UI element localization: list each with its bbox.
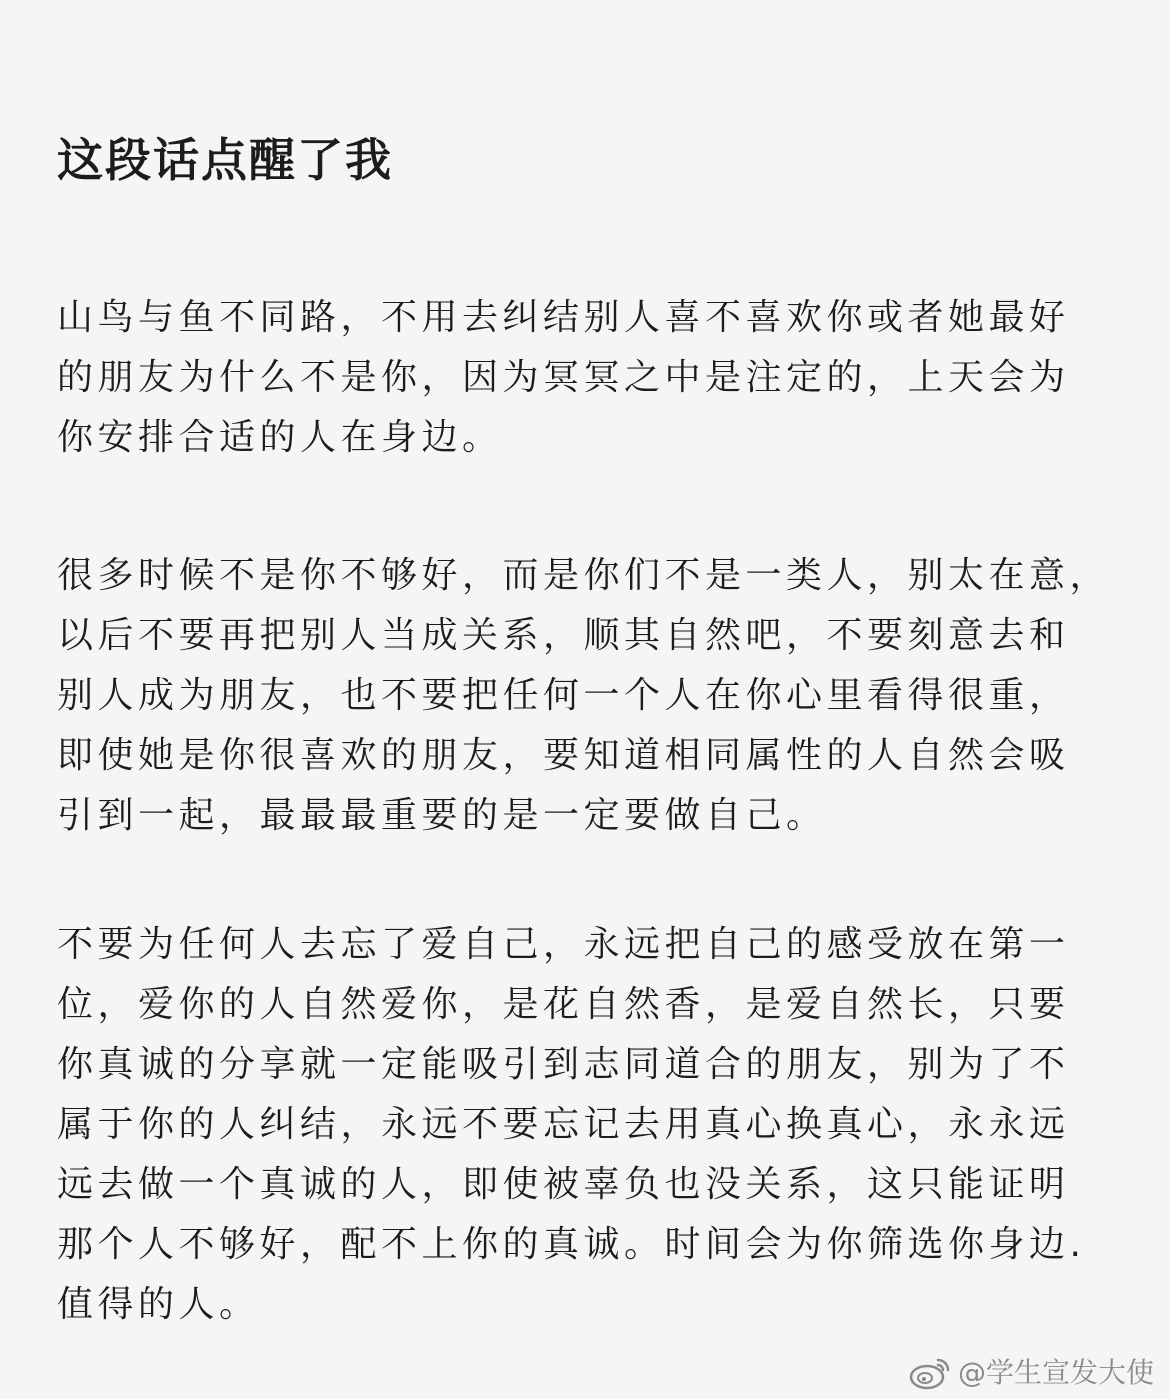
text-line: 你真诚的分享就一定能吸引到志同道合的朋友，别为了不 (57, 1044, 1070, 1085)
text-line: 引到一起，最最最重要的是一定要做自己。 (57, 795, 827, 836)
text-line: 的朋友为什么不是你，因为冥冥之中是注定的，上天会为 (57, 357, 1070, 398)
text-line: 那个人不够好，配不上你的真诚。时间会为你筛选你身边. (57, 1224, 1086, 1265)
weibo-icon (908, 1356, 952, 1390)
paragraph-1 (57, 288, 1070, 468)
text-line: 你安排合适的人在身边。 (57, 417, 503, 458)
watermark-text: @学生宣发大使 (957, 1356, 1154, 1389)
text-line: 山鸟与鱼不同路，不用去纠结别人喜不喜欢你或者她最好 (57, 297, 1070, 338)
text-line: 以后不要再把别人当成关系，顺其自然吧，不要刻意去和 (57, 615, 1070, 656)
paragraph-2 (57, 546, 1110, 846)
text-line: 别人成为朋友，也不要把任何一个人在你心里看得很重， (57, 675, 1070, 716)
text-line: 很多时候不是你不够好，而是你们不是一类人，别太在意， (57, 555, 1111, 596)
text-line: 即使她是你很喜欢的朋友，要知道相同属性的人自然会吸 (57, 735, 1070, 776)
text-line: 位，爱你的人自然爱你，是花自然香，是爱自然长，只要 (57, 984, 1070, 1025)
page-title: 这段话点醒了我 (57, 133, 393, 187)
text-line: 远去做一个真诚的人，即使被辜负也没关系，这只能证明 (57, 1164, 1070, 1205)
text-line: 不要为任何人去忘了爱自己，永远把自己的感受放在第一 (57, 924, 1070, 965)
text-line: 值得的人。 (57, 1284, 260, 1325)
text-line: 属于你的人纠结，永远不要忘记去用真心换真心，永永远 (57, 1104, 1070, 1145)
watermark (908, 1355, 1154, 1391)
paragraph-3 (57, 915, 1085, 1335)
